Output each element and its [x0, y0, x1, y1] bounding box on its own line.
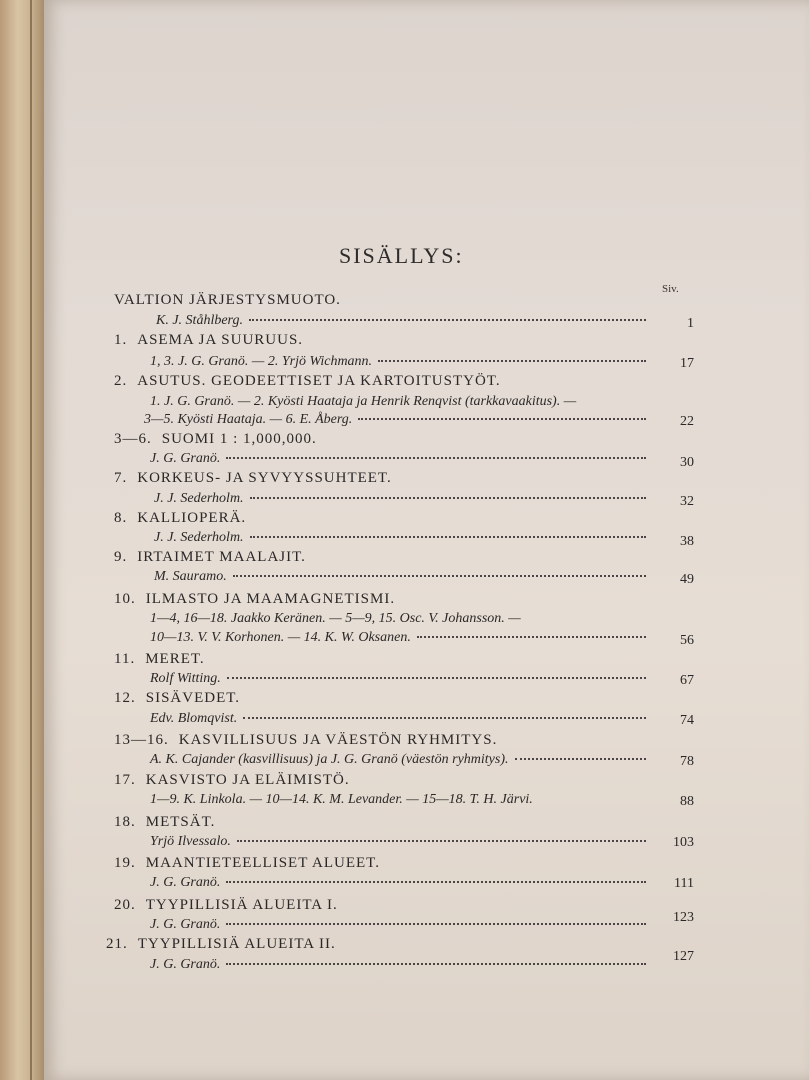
entry-author-line: J. G. Granö. [150, 957, 646, 973]
entry-page-number: 123 [673, 910, 694, 925]
entry-heading: 7. KORKEUS- JA SYVYYSSUHTEET. [114, 470, 392, 486]
entry-author-line: Edv. Blomqvist. [150, 711, 646, 727]
entry-author-line: J. J. Sederholm. [154, 491, 646, 507]
entry-author-line: 10—13. V. V. Korhonen. — 14. K. W. Oksanen. [150, 630, 646, 646]
entry-author-line: 1, 3. J. G. Granö. — 2. Yrjö Wichmann. [150, 354, 646, 370]
spine-line [30, 0, 32, 1080]
entry-page-number: 56 [680, 633, 694, 648]
entry-heading: 13—16. KASVILLISUUS JA VÄESTÖN RYHMITYS. [114, 732, 498, 748]
entry-author-line: J. G. Granö. [150, 875, 646, 891]
entry-heading: 17. KASVISTO JA ELÄIMISTÖ. [114, 772, 350, 788]
entry-heading: 20. TYYPILLISIÄ ALUEITA I. [114, 897, 338, 913]
entry-page-number: 78 [680, 754, 694, 769]
entry-author-line: K. J. Ståhlberg. [156, 313, 646, 329]
entry-heading: 2. ASUTUS. GEODEETTISET JA KARTOITUSTYÖT. [114, 373, 501, 389]
entry-author-line: Rolf Witting. [150, 671, 646, 687]
entry-page-number: 38 [680, 534, 694, 549]
entry-heading: 19. MAANTIETEELLISET ALUEET. [114, 855, 380, 871]
entry-page-number: 22 [680, 414, 694, 429]
entry-author-line: 3—5. Kyösti Haataja. — 6. E. Åberg. [144, 412, 646, 428]
book-page [44, 0, 809, 1080]
entry-page-number: 111 [674, 876, 694, 891]
entry-heading: 8. KALLIOPERÄ. [114, 510, 247, 526]
entry-heading: 10. ILMASTO JA MAAMAGNETISMI. [114, 591, 396, 607]
entry-heading: 3—6. SUOMI 1 : 1,000,000. [114, 431, 317, 447]
entry-heading: 1. ASEMA JA SUURUUS. [114, 332, 304, 348]
entry-author-line: M. Sauramo. [154, 569, 646, 585]
entry-page-number: 67 [680, 673, 694, 688]
entry-heading: 9. IRTAIMET MAALAJIT. [114, 549, 306, 565]
entry-author-line: 1—4, 16—18. Jaakko Keränen. — 5—9, 15. Osc. V. Johansson. — [150, 611, 521, 626]
entry-heading: VALTION JÄRJESTYSMUOTO. [114, 292, 341, 308]
entry-author-line: J. G. Granö. [150, 917, 646, 933]
book-spine-edge [0, 0, 44, 1080]
entry-author-line: 1—9. K. Linkola. — 10—14. K. M. Levander. — 15—18. T. H. Järvi. [150, 792, 533, 807]
entry-heading: 18. METSÄT. [114, 814, 216, 830]
page-column-label: Siv. [662, 283, 679, 295]
entry-heading: 21. TYYPILLISIÄ ALUEITA II. [106, 936, 336, 952]
entry-author-line: A. K. Cajander (kasvillisuus) ja J. G. Granö (väestön ryhmitys). [150, 752, 646, 768]
entry-page-number: 17 [680, 356, 694, 371]
entry-author-line: J. J. Sederholm. [154, 530, 646, 546]
entry-author-line: J. G. Granö. [150, 451, 646, 467]
entry-page-number: 30 [680, 455, 694, 470]
page-title: SISÄLLYS: [339, 243, 464, 268]
entry-page-number: 74 [680, 713, 694, 728]
entry-author-line: Yrjö Ilvessalo. [150, 834, 646, 850]
entry-heading: 11. MERET. [114, 651, 205, 667]
entry-page-number: 127 [673, 949, 694, 964]
entry-page-number: 49 [680, 572, 694, 587]
entry-page-number: 88 [680, 794, 694, 809]
entry-page-number: 103 [673, 835, 694, 850]
entry-page-number: 1 [687, 316, 694, 331]
entry-author-line: 1. J. G. Granö. — 2. Kyösti Haataja ja Henrik Renqvist (tarkkavaakitus). — [150, 394, 577, 409]
entry-page-number: 32 [680, 494, 694, 509]
entry-heading: 12. SISÄVEDET. [114, 690, 241, 706]
